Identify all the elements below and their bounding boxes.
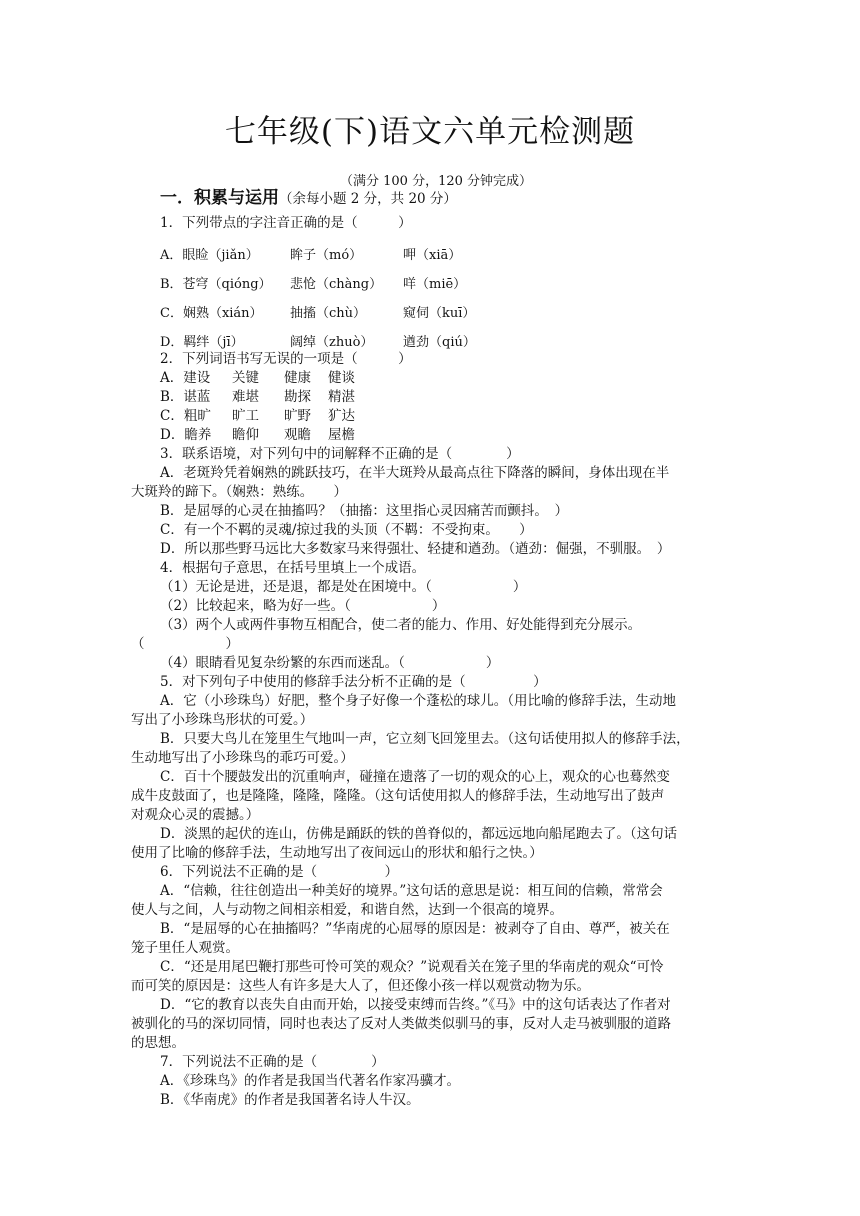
page-title: 七年级(下)语文六单元检测题 — [224, 114, 636, 150]
q2-option-d-3: 观瞻 — [284, 427, 311, 443]
q4-item-2: （2）比较起来，略为好一些。（ ） — [160, 598, 446, 614]
q6-option-b-line2: 笼子里任人观赏。 — [131, 940, 239, 956]
q1-option-d-word2: 阔绰（zhuò） — [290, 335, 374, 350]
q2-option-b-1: B．谌蓝 — [160, 389, 211, 405]
q6-option-c-line1: C．“还是用尾巴鞭打那些可怜可笑的观众？”说观看关在笼子里的华南虎的观众“可怜 — [160, 959, 664, 975]
question-5-stem: 5．对下列句子中使用的修辞手法分析不正确的是（ ） — [160, 674, 547, 690]
q6-option-d-line3: 的思想。 — [131, 1035, 185, 1051]
q2-option-b-3: 勘探 — [284, 389, 311, 405]
q5-option-b-line1: B．只要大鸟儿在笼里生气地叫一声，它立刻飞回笼里去。（这句话使用拟人的修辞手法， — [160, 731, 690, 747]
q5-option-a-line2: 写出了小珍珠鸟形状的可爱。） — [131, 712, 314, 728]
q5-option-c-line2: 成牛皮鼓面了，也是隆隆，隆隆，隆隆。（这句话使用拟人的修辞手法，生动地写出了鼓声 — [131, 788, 665, 804]
score-time-note: （满分 100 分，120 分钟完成） — [340, 174, 533, 189]
question-2-stem: 2．下列词语书写无误的一项是（ ） — [160, 351, 412, 367]
q2-option-c-1: C．粗旷 — [160, 408, 211, 424]
q2-option-a-4: 健谈 — [328, 370, 355, 386]
q5-option-a-line1: A．它（小珍珠鸟）好肥，整个身子好像一个蓬松的球儿。（用比喻的修辞手法，生动地 — [160, 693, 676, 709]
q1-option-c-word3: 窥伺（kuī） — [403, 306, 476, 321]
q1-option-c-word1: C．娴熟（xián） — [160, 306, 263, 321]
q7-option-b: B．《华南虎》的作者是我国著名诗人牛汉。 — [160, 1092, 420, 1108]
question-3-stem: 3．联系语境，对下列句中的词解释不正确的是（ ） — [160, 446, 520, 462]
q5-option-b-line2: 生动地写出了小珍珠鸟的乖巧可爱。） — [131, 750, 354, 766]
q1-option-a-word3: 呷（xiā） — [403, 248, 462, 263]
question-1-stem: 1．下列带点的字注音正确的是（ ） — [160, 215, 412, 231]
q2-option-a-3: 健康 — [284, 370, 311, 386]
q3-option-a-line1: A．老斑羚凭着娴熟的跳跃技巧，在半大斑羚从最高点往下降落的瞬间，身体出现在半 — [160, 465, 670, 481]
q6-option-d-line2: 被驯化的马的深切同情，同时也表达了反对人类做类似驯马的事，反对人走马被驯服的道路 — [131, 1016, 671, 1032]
q4-item-4: （4）眼睛看见复杂纷繁的东西而迷乱。（ ） — [160, 655, 500, 671]
q1-option-a-word1: A．眼睑（jiǎn） — [160, 248, 259, 263]
q6-option-c-line2: 而可笑的原因是：这些人有许多是大人了，但还像小孩一样以观赏动物为乐。 — [131, 978, 590, 994]
q2-option-c-4: 犷达 — [328, 408, 355, 424]
q6-option-d-line1: D．“它的教育以丧失自由而开始，以接受束缚而告终。”《马》中的这句话表达了作者对 — [160, 997, 671, 1013]
q6-option-a-line1: A．“信赖，往往创造出一种美好的境界。”这句话的意思是说：相互间的信赖，常常会 — [160, 883, 663, 899]
q5-option-d-line2: 使用了比喻的修辞手法，生动地写出了夜间远山的形状和船行之快。） — [131, 845, 543, 861]
q4-item-3-line2: （ ） — [131, 636, 239, 652]
q1-option-a-word2: 眸子（mó） — [290, 248, 363, 263]
q2-option-a-1: A．建设 — [160, 370, 211, 386]
q6-option-a-line2: 使人与之间，人与动物之间相亲相爱，和谐自然，达到一个很高的境界。 — [131, 902, 563, 918]
section-score-note: （余每小题 2 分，共 20 分） — [279, 191, 457, 207]
q6-option-b-line1: B．“是屈辱的心在抽搐吗？”华南虎的心屈辱的原因是：被剥夺了自由、尊严，被关在 — [160, 921, 670, 937]
question-7-stem: 7．下列说法不正确的是（ ） — [160, 1054, 385, 1070]
section-heading — [160, 183, 457, 208]
q4-item-3-line1: （3）两个人或两件事物互相配合，使二者的能力、作用、好处能得到充分展示。 — [160, 617, 642, 633]
q4-item-1: （1）无论是进，还是退，都是处在困境中。（ ） — [160, 579, 527, 595]
question-4-stem: 4．根据句子意思，在括号里填上一个成语。 — [160, 560, 426, 576]
q3-option-b: B．是屈辱的心灵在抽搐吗？（抽搐：这里指心灵因痛苦而颤抖。 ） — [160, 503, 569, 519]
q1-option-b-word3: 咩（miē） — [403, 277, 467, 292]
q5-option-d-line1: D．淡黑的起伏的连山，仿佛是踊跃的铁的兽脊似的，都远远地向船尾跑去了。（这句话 — [160, 826, 678, 842]
q2-option-d-1: D．瞻养 — [160, 427, 212, 443]
q2-option-c-2: 旷工 — [232, 408, 259, 424]
q1-option-d-word1: D．羁绊（jī） — [160, 335, 244, 350]
q3-option-c: C．有一个不羁的灵魂/掠过我的头顶（不羁：不受拘束。 ） — [160, 522, 533, 538]
q1-option-b-word1: B．苍穹（qióng） — [160, 277, 272, 292]
q2-option-d-4: 屋檐 — [328, 427, 355, 443]
section-title: 一．积累与运用 — [160, 188, 279, 208]
q2-option-a-2: 关键 — [232, 370, 259, 386]
q3-option-a-line2: 大斑羚的蹄下。（娴熟：熟练。 ） — [131, 484, 347, 500]
q2-option-c-3: 旷野 — [284, 408, 311, 424]
q2-option-d-2: 瞻仰 — [232, 427, 259, 443]
q5-option-c-line3: 对观众心灵的震撼。） — [131, 807, 260, 823]
q5-option-c-line1: C．百十个腰鼓发出的沉重响声，碰撞在遗落了一切的观众的心上，观众的心也蓦然变 — [160, 769, 670, 785]
q1-option-d-word3: 遒劲（qiú） — [403, 335, 476, 350]
q1-option-b-word2: 悲怆（chàng） — [290, 277, 383, 292]
q7-option-a: A．《珍珠鸟》的作者是我国当代著名作家冯骥才。 — [160, 1073, 460, 1089]
q3-option-d: D．所以那些野马远比大多数家马来得强壮、轻捷和遒劲。（遒劲：倔强，不驯服。 ） — [160, 541, 671, 557]
q1-option-c-word2: 抽搐（chù） — [290, 306, 367, 321]
q2-option-b-4: 精湛 — [328, 389, 355, 405]
q2-option-b-2: 难堪 — [232, 389, 259, 405]
question-6-stem: 6．下列说法不正确的是（ ） — [160, 864, 399, 880]
